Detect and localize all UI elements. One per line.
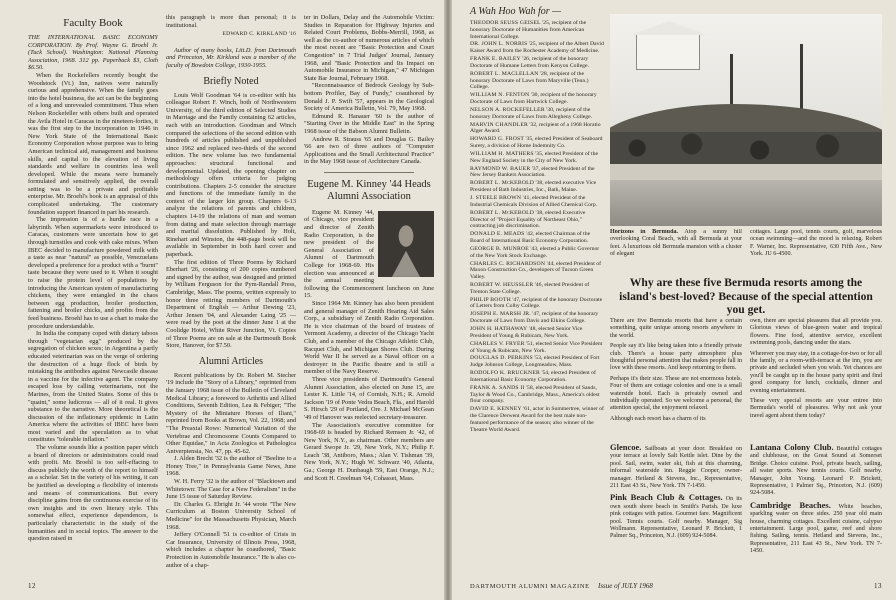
honor-entry: [470, 107, 604, 121]
honoree-name: ROBERT L. McKEBOLD: [470, 209, 535, 216]
honor-entry: [470, 385, 604, 405]
resort-listing: [750, 444, 882, 498]
alumni-articles-heading: Alumni Articles: [198, 355, 264, 367]
ad-headline: Why are these five Bermuda resorts among the island's best-loved? Because of the special attention you get.: [619, 276, 873, 316]
honor-entry: [470, 326, 604, 340]
honor-entry: [470, 136, 604, 150]
honoree-name: JOSEPH E. MARSH JR.: [470, 311, 531, 318]
honoree-name: WILLIAM H. MATHERS: [470, 151, 534, 157]
honoree-name: NELSON A. ROCKEFELLER: [470, 106, 545, 113]
brief-paragraph: The first edition of Three Poems by Richard Eberhart '26, consisting of 200 copies numbered and signed by the author, was designed and printed by William Ferguson for the Pym-Randall Press, Cambridge, Mass. The poems, written expressly to honor three retiring members of Dartmouth's Department of English — Arthur Dewing '23, Arthur Jensen '04, and Alexander Laing '25 — were read by the poet at the dinner June 1 at the Coolidge Hotel, White River Junction, Vt. Copies of Three Poems are on sale at the Dartmouth Book Store, Hanover, for $7.50.: [166, 258, 296, 350]
honor-description: '47, recipient of the honorary Doctorate of Laws from Davis and Elkins College.: [470, 311, 599, 325]
ad-body: [610, 318, 882, 438]
honor-description: '28, recipient of the honorary Doctorate of Laws from Maryville (Tenn.) College.: [470, 70, 589, 91]
honor-description: '53, elected President of Fort Judge Johnson College, Longmeadow, Mass.: [470, 355, 600, 369]
honoree-name: WILLIAM N. FENTON: [470, 92, 530, 99]
brief-paragraph: Louis Wolf Goodman '64 is co-editor with his colleague Robert F. Winch, both of Northwestern University, of the third edition of Selected Studies in Marriage and the Family containing 62 articles, each with an introduction. Goodman and Winch compared the selections of the second edition with hundreds of articles published and unpublished since 1962 and replaced two-thirds of the second edition. The new volume has two fundamental approaches: structural functional and developmental. Updated, the opening chapter on methodology offers criteria for judging contributions. Chapters 2-5 consider the structure and functions of the immediate family in the context of the larger kin group. Chapters 6-13 analyze the relations of parents and children, chapters 14-19 the relations of man and woman from dating and mate selection through marriage and marital dissolution. Published by Holt, Rinehart and Winston, the 448-page book will be available in September in both hard cover and paperback.: [166, 91, 296, 259]
kinney-paragraph: Three vice presidents of Dartmouth's General Alumni Association, also elected on June 15, are Lester K. Little '14, of Cornish, N.H.; R. Arnold Jackson '19 of Ponte Vedra Beach, Fla., and Harold S. Hirsch '29 of Portland, Ore. J. Michael McGean '49 of Hanover was reelected secretary-treasurer.: [304, 375, 434, 421]
honoree-name: PHILIP BOOTH: [470, 296, 511, 303]
honoree-name: ROBERT W. HEUSSLER: [470, 282, 534, 288]
honor-description: '35, elected President of the New England Society in the City of New York.: [470, 151, 598, 164]
honor-description: '48, elected Senior Vice President of Young & Rubicam, New York.: [470, 326, 583, 339]
honor-description: '46, elected President of Trenton State College.: [470, 282, 590, 295]
section-divider: [324, 172, 414, 173]
honoree-name: RODOLFO K. BRUCKNER: [470, 370, 541, 377]
honor-entry: [470, 231, 604, 245]
honor-entry: [470, 341, 604, 355]
left-column-3: [304, 14, 434, 482]
honor-entry: [470, 122, 604, 136]
honor-description: '47, recipient of the honorary Doctorate of Letters from Colby College.: [470, 296, 603, 310]
honor-entry: [470, 210, 604, 230]
honoree-name: ROBERT L. MACLELLAN: [470, 70, 539, 77]
review-paragraph: When the Rockefellers recently bought the Woodstock (Vt.) Inn, natives were naturally curious and apprehensive. When the family goes into the hotel business, the act can be the beginning of a long and unrevealed commitment. Thus when Nelson Rockefeller with others built and operated the Avila Hotel in Caracas in the nineteen-forties, it was the first step to the incorporation in 1946 in New York State of the International Basic Economy Corporation whose purpose was to bring American technical aid, management and business skills, and capital to the elevation of living standards and welfare in countries less well developed. While the means were humanely formulated and sensitively applied, the overall setting was to be a private and profitable enterprise. Mr. Broehl's book is an appraisal of this complicated undertaking. The customary foundation support financed in part his research.: [28, 71, 158, 216]
honor-entry: [470, 56, 604, 70]
faculty-book-heading: Faculty Book: [63, 17, 123, 29]
honor-entry: [470, 261, 604, 281]
review-paragraph: In India the company coped with dietary taboos through "vegetarian egg" produced by the segregation of chicken sexes; in Argentina a partly educated veterinarian was on the verge of ordering the destruction of a huge flock of birds by mistaking the antibodies against Newcastle disease in a vaccine for the infective agent. The company escaped loss by calling veterinarians, not the Marines, from the United States. Some of this is "quaint," some ludicrous — all of it real. It gives substance to the narrative. More theoretical is the discussion of the inflationary epidemic in Latin America where the activities of IBEC have been most varied and the speculation as to what constitutes "tolerable inflation.": [28, 330, 158, 444]
honor-entry: [470, 151, 604, 165]
honoree-name: DAVID E. KENNEY: [470, 406, 522, 413]
honor-entry: [470, 370, 604, 384]
reviewer-signature: EDWARD C. KIRKLAND '16: [222, 31, 296, 38]
resort-description: Sailboats at your door. Breakfast on your terrace at lovely Salt Kettle islet. Dine by the pool. Sail, swim, water ski, fish at this charming, informal waterside inn. Reggie Cooper, owner-manager. Hetland & Stevens, Inc., Representative, 211 East 43 St., New York. TN 7-1450.: [610, 446, 742, 490]
honoree-name: DOUGLAS D. PERKINS: [470, 355, 533, 362]
honor-description: '30, recipient of the honorary Doctorate of Laws from Allegheny College.: [470, 106, 593, 120]
honor-description: '37, elected President of the New Jersey Bankers Association.: [470, 165, 595, 179]
article-paragraph: Dr. Charles G. Ebright Jr. '44 wrote "The New Curriculum at Boston University School of Medicine" for the Massachusetts Physician, March 1968.: [166, 500, 296, 531]
resort-description: On its own south shore beach in Smith's Parish. De luxe pink cottages with patios. Gourmet fare. Magnificent pool. Tennis courts. Golf nearby. Manager, Sig Wollmann. Representative, Leonard P. Brickett, 1 Palmer Sq., Princeton, N.J. (609) 924-5084.: [610, 496, 742, 540]
honor-description: '38, elected executive Vice President of Bath Industries, Inc., Bath, Maine.: [470, 180, 597, 194]
article-paragraph: Jeffery O'Connell '51 is co-editor of Crisis in Car Insurance, University of Illinois Press, 1968, which includes a chapter he coauthored, "Basic Protection in Automobile Insurance." He is also co-author of a chap-: [166, 531, 296, 569]
kinney-paragraph: The Association's executive committee for 1968-69 is headed by Richard Remsen Jr. '42, of New York, N.Y., as chairman. Other members are Gerard Swope Jr. '29, New York, N.Y.; Philip F. Leach '38, Antiboro, Mass.; Alan V. Tishman '39, New York, N.Y.; Hugh W. Schwarz '40, Atlanta, Ga.; George H. Dunbaugh '59, East Orange, N.J.; and Scott H. Creelman '64, Cohasset, Mass.: [304, 421, 434, 482]
honoree-name: HOWARD G. FROST: [470, 136, 525, 143]
article-paragraph: J. Alden Brecht '32 is the author of "Beeline to a Honey Tree," in Pennsylvania Game News, June 1968.: [166, 455, 296, 478]
left-column-2: [166, 14, 296, 569]
honor-description: '54, elected President of International Basic Economy Corporation.: [470, 370, 596, 383]
honor-entry: [470, 41, 604, 55]
honoree-name: GEORGE B. MUNROE: [470, 245, 529, 252]
honor-description: '43, elected a Public Governor of the New York Stock Exchange.: [470, 245, 600, 259]
honor-entry: [470, 180, 604, 194]
honor-entry: [470, 297, 604, 311]
honoree-name: JOHN H. HATHAWAY: [470, 326, 528, 333]
honoree-name: J. STEELE BROWN: [470, 195, 522, 202]
article-paragraph: Andrew R. Strauss '65 and Douglas G. Bailey '66 are two of three authors of "Computer Applications and the Small Architectural Practice" in the May 1968 issue of Architecture Canada.: [304, 135, 434, 166]
ad-paragraph: Perhaps it's their size. These are not enormous hotels. Four of them are cottage colonies and one is a small waterside hotel. Each is privately owned and individually operated. So we welcome a personal, the attention special, the enjoyment relaxed.: [610, 375, 742, 412]
resort-listing: [610, 444, 742, 490]
honor-description: '41, elected President of the Industrial Chemicals Division of Allied Chemical Corp.: [470, 195, 598, 208]
article-paragraph: "Reconnaissance of Bedrock Geology by Sub-bottom Profiler, Bay of Fundy," coauthored by Donald J. P. Swift '57, appears in the Geological Society of America Bulletin, Vol. 79, May 1968.: [304, 82, 434, 113]
honoree-name: MARVIN CHANDLER: [470, 121, 528, 128]
honoree-name: CHARLES V. FRYER: [470, 340, 525, 347]
resort-name: Glencoe.: [610, 442, 642, 452]
honoree-name: RAYMOND W. BAUER: [470, 165, 531, 172]
honoree-name: DONALD E. MEADS: [470, 231, 525, 238]
photo-caption: [610, 229, 882, 259]
review-paragraph: The impression is of a hurdle race in a labyrinth. When supermarkets were introduced to Caracas, customers were uncertain how to get through turnstiles and cook with cake mixes. When IBEC decided to manufacture powdered milk with a taste as near "natural" as possible, Venezuelans developed a preference for a product with a "burnt" taste because they were used to it. When it sought to raise the protein level of populations by introducing the American system of manufacturing chickens, they were entangled in the chaos between egg production, broiler production, fattening and broiler chicks, and profits from the feed business. Broehl has to use a chart to make the procedure understandable.: [28, 216, 158, 330]
honor-entry: [470, 311, 604, 325]
resort-description: Beautiful cottages and clubhouse, on the Great Sound at Somerset Bridge. Choice cuisine. Pool, private beach, sailing, all water sports. New tennis courts. Golf nearby. Manager, John Young. Leonard P. Brickett, Representative, 1 Palmer Sq., Princeton, N.J. (609) 924-5084.: [750, 446, 882, 497]
reviewer-bio: Author of many books, Litt.D. from Dartmouth and Princeton, Mr. Kirkland was a member of the faculty of Bowdoin College, 1930-1955.: [166, 46, 296, 69]
honor-entry: [470, 20, 604, 40]
honor-entry: [470, 282, 604, 296]
caption-text-left: Atop a sunny hill overlooking Coral Beach, with all Bermuda at your feet. A luxurious old Bermuda mansion with a cluster of elegant: [610, 229, 742, 258]
ad-paragraph: Although each resort has a charm of its: [610, 415, 706, 422]
honor-entry: [470, 195, 604, 209]
kinney-portrait: [378, 211, 434, 277]
resort-listing: [750, 499, 882, 556]
honor-description: '35, elected President of Seaboard Surety, a division of Home Indemnity Co.: [470, 136, 603, 150]
honor-entry: [470, 71, 604, 91]
honor-entry: [470, 166, 604, 180]
resort-name: Lantana Colony Club.: [750, 442, 834, 452]
honor-description: '25, recipient of the honorary Doctorate of Humanities from American International College.: [470, 20, 587, 40]
kinney-heading: Eugene M. Kinney '44 Heads Alumni Association: [307, 178, 431, 202]
resort-listing: [610, 494, 742, 540]
right-page-number: 13: [874, 582, 882, 590]
honoree-name: DR. JOHN L. NORRIS: [470, 41, 528, 48]
briefly-noted-heading: Briefly Noted: [203, 75, 259, 87]
honors-list: [470, 20, 604, 434]
ad-paragraph: There are five Bermuda resorts that have a certain something, quite unique among resorts anywhere in the world.: [610, 318, 742, 339]
article-paragraph: Edmund R. Hanauer '60 is the author of "Starting Over in the Middle East" in the Spring 1968 issue of the Babson Alumni Bulletin.: [304, 112, 434, 135]
issue-date: Issue of JULY 1968: [598, 582, 653, 590]
left-page-number: 12: [28, 582, 36, 590]
honoree-name: THEODOR SEUSS GEISEL: [470, 20, 541, 26]
honor-entry: [470, 406, 604, 433]
honor-description: '25, recipient of the Albert David Kaiser Award from the Rochester Academy of Medicine.: [470, 41, 604, 55]
honor-description: '58, elected President of Sands, Taylor & Wood Co., Cambridge, Mass., America's oldest flour company.: [470, 384, 600, 405]
magazine-name: DARTMOUTH ALUMNI MAGAZINE: [470, 583, 590, 590]
book-intro: THE INTERNATIONAL BASIC ECONOMY CORPORATION. By Prof. Wayne G. Broehl Jr. (Tuck School). Washington: National Planning Association, 1968. 312 pp. Paperback $3, Cloth $6.50.: [28, 34, 158, 72]
kinney-paragraph: Since 1964 Mr. Kinney has also been president and general manager of Zenith Hearing Aid Sales Corp., a subsidiary of Zenith Radio Corporation. He is vice chairman of the board of trustees of Vermont Academy, a director of the Chicago Yacht Club, and a member of the Chicago Athletic Club, Racquet Club, and Michigan Shores Club. During World War II he served as a Naval officer on a destroyer in the Pacific theatre and is still a member of the Navy Reserve.: [304, 300, 434, 376]
article-paragraph: Recent publications by Dr. Robert M. Stecher '19 include the "Story of a Library," reprinted from the January 1968 issue of the Bulletin of Cleveland Medical Library; a foreword to Arthritis and Allied Conditions, Seventh Edition, Lea & Febiger; "The Mystery of the Miniature Horses of Iliani," reprinted from Books at Brown, Vol. 22, 1968; and "The Preaxial Rows: Numerical Variation of the Vertebrae and Chromosome Counts Compared to Other Equidae," in Acta Zoologica et Pathologica Antverpiensia, No. 47, pp. 45-62.: [166, 371, 296, 455]
honor-description: '61, actor in Summertree, winner of the Clarence Derwent Award for the best male non-featured performance of the season; also winner of the Theatre World Award.: [470, 406, 604, 433]
honoree-name: ROBERT L. McKEBOLD: [470, 180, 535, 187]
resort-listings: [610, 444, 882, 560]
honoree-name: FRANK A. SANDS II: [470, 384, 525, 391]
honor-entry: [470, 355, 604, 369]
binding-gutter: [444, 0, 452, 600]
left-column-1: [28, 14, 158, 543]
honor-description: '51, elected Senior Vice President of Young & Rubicam, New York.: [470, 340, 603, 354]
honoree-name: FRANK E. BAILEY: [470, 56, 521, 63]
ad-paragraph: People say it's like being taken into a friendly private club. There's a house party atmosphere plus thoughtful personal attention that makes people fall in love with these resorts. And keep returning to them.: [610, 343, 742, 372]
honor-description: '32, recipient of a 1968 Horatio Alger Award.: [470, 121, 601, 135]
left-page: [0, 0, 444, 600]
kinney-paragraph: Eugene M. Kinney '44, of Chicago, vice president and director of Zenith Radio Corporation, is the new president of the General Association of Alumni of Dartmouth College for 1968-69. His election was announced at the annual meeting following the Commencement luncheon on June 15.: [304, 208, 434, 300]
honor-description: '26, recipient of the honorary Doctorate of Humane Letters from Kenyon College.: [470, 56, 589, 69]
honor-entry: [470, 92, 604, 106]
review-paragraph: The volume sounds like a position paper which a board of directors or administrators could read with profit. Mr. Broehl is too self-effacing to discuss publicly the worth of the report to himself as a scholar. Set in the variety of his writing, it can be justified as developing a flexibility of interests and means of communications. But every discipline gains from the continuous exercise of its own insights and its own literary style. This somewhat effect, experience dependences, is particularly characteristic in the study of the humanities and in social topics. The answer to the question raised in: [28, 444, 158, 543]
review-continuation: this paragraph is more than personal; it is institutional.: [166, 14, 296, 29]
honor-description: '30, recipient of the honorary Doctorate of Laws from Hartwick College.: [470, 92, 597, 105]
honor-description: '42, elected Chairman of the Board of International Basic Economy Corporation.: [470, 231, 591, 244]
resort-name: Pink Beach Club & Cottages.: [610, 492, 723, 503]
bermuda-photo: [610, 14, 882, 226]
honor-description: '38, elected Executive Director of "Project Equality of Northeast Ohio," contracting job discrimination.: [470, 209, 586, 230]
caption-text-right: cottages. Large pool, tennis courts, golf, marvelous ocean swimming—and the mood is relaxing. Robert F. Warner, Inc. Representative, 630 Fifth Ave., New York. JU 6-4500.: [750, 229, 882, 258]
honoree-name: CHARLES C. RICHARDSON: [470, 260, 546, 267]
ad-paragraph: These very special resorts are your entree into Bermuda's world of pleasures. Why not ask your travel agent about them today?: [750, 398, 882, 419]
resort-name: Cambridge Beaches.: [750, 499, 831, 510]
article-paragraph: ter in Dollars, Delay and the Automobile Victim: Studies in Reparation for Highway Injuries and Related Court Problems, Bobbs-Merrill, 1968, as well as the co-author of numerous articles of which the most recent are "Basic Protection and Court Congestion" in 7 Trial Judges' Journal, January 1968, and "Basic Protection and Its Impact on Automobile Insurance in Michigan," 47 Michigan State Bar Journal, February 1968.: [304, 14, 434, 82]
right-page: [452, 0, 896, 600]
honor-entry: [470, 246, 604, 260]
resort-description: White beaches, sparkling water on three sides. 250 year old main house, charming cottages. Excellent cuisine, calypso entertainment. Large pool, game, reef and shore fishing. Sailing, tennis. Hetland and Stevens, Inc., Representative, 211 East 43 St., New York. TN 7-1450.: [750, 503, 882, 555]
caption-title: Horizons in Bermuda.: [610, 229, 679, 235]
ad-paragraph: Wherever you may stay, in a cottage-for-two or for all the family, or a room-with-terrace at the inn, you are private and secluded when you wish. Yet chances are you'll be caught up in the house party spirit and find good company for lunch, cocktails, dinner and evening entertainment.: [750, 350, 882, 394]
article-paragraph: W. H. Ferry '32 is the author of "Blacktown and Whitetown: The Case for a New Federalism" in the June 15 issue of Saturday Review.: [166, 478, 296, 501]
wah-hoo-wah-heading: A Wah Hoo Wah for —: [470, 6, 562, 17]
honor-description: '44, elected President of Maxon Construction Co., developers of Tucson Green Valley.: [470, 260, 601, 281]
ad-paragraph: own, there are special pleasures that all provide you. Glorious views of blue-green water and tropical flowers. Fine food, attentive service, excellent swimming pools, dancing under the stars.: [750, 318, 882, 347]
